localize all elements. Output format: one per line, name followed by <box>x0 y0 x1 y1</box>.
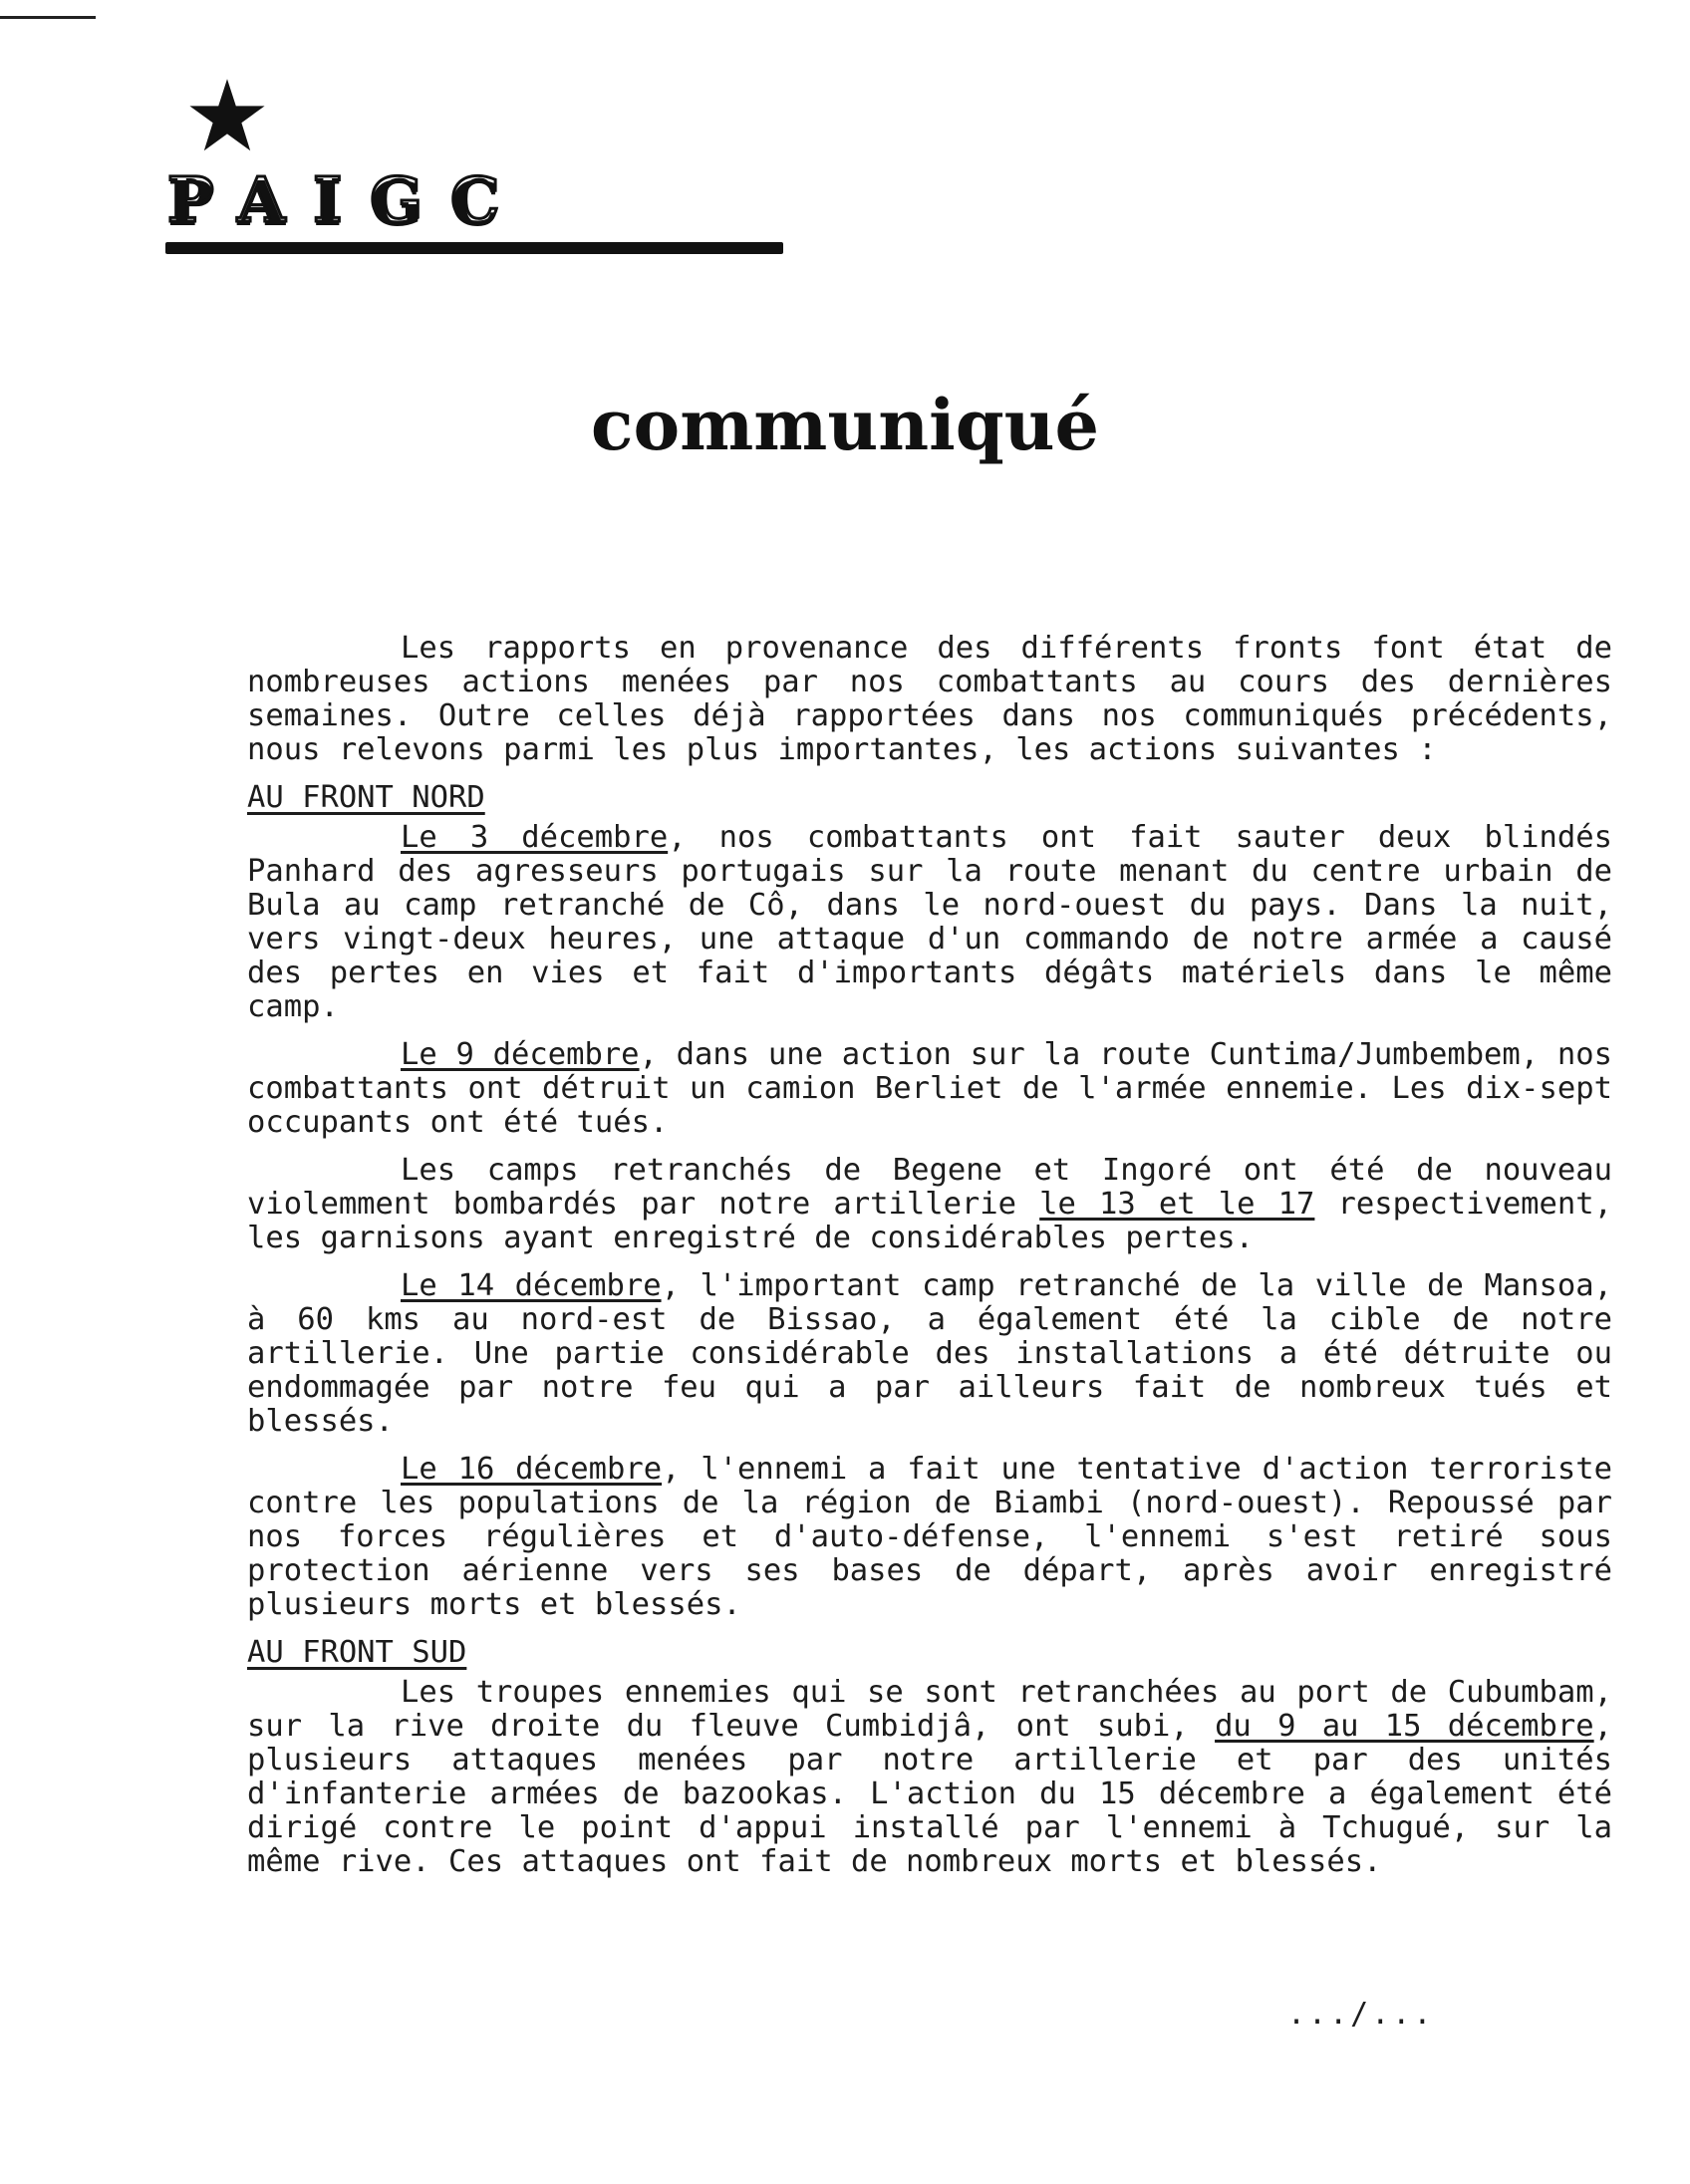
date-underlined: Le 14 décembre <box>401 1268 662 1303</box>
document-body <box>247 632 1612 1879</box>
date-underlined: le 13 et le 17 <box>1039 1187 1315 1222</box>
document-title: communiqué <box>590 384 1100 466</box>
intro-paragraph: Les rapports en provenance des différents fronts font état de nombreuses actions menées par nos combattants au cours des dernières semaines. Outre celles déjà rapportées dans nos communiqués précédents, nous relevons parmi les plus importantes, les actions suivantes : <box>247 631 1612 767</box>
paragraph-nord-4 <box>247 1269 1612 1439</box>
date-underlined: Le 3 décembre <box>401 820 669 855</box>
party-logo: PAIGC <box>167 163 528 236</box>
section-heading-front-sud: AU FRONT SUD <box>247 1635 467 1670</box>
paragraph-text: , plusieurs attaques menées par notre artillerie et par des unités d'infanterie armées de bazookas. L'action du 15 décembre a également été dirigé contre le point d'appui installé par l'ennemi à Tchugué, sur la même rive. Ces attaques ont fait de nombreux morts et blessés. <box>247 1709 1613 1879</box>
star-icon <box>187 76 267 155</box>
paragraph-text: Les troupes ennemies qui se sont retranchées au port de Cubumbam, sur la rive droite du fleuve Cumbidjâ, ont subi, <box>247 1675 1612 1744</box>
paragraph-nord-3 <box>247 1154 1612 1255</box>
paragraph-text: respectivement, les garnisons ayant enregistré de considérables pertes. <box>247 1187 1612 1255</box>
paragraph-text: , dans une action sur la route Cuntima/Jumbembem, nos combattants ont détruit un camion Berliet de l'armée ennemie. Les dix-sept occupants ont été tués. <box>247 1037 1612 1140</box>
paragraph-text: , l'ennemi a fait une tentative d'action terroriste contre les populations de la région de Biambi (nord-ouest). Repoussé par nos forces régulières et d'auto-défense, l'ennemi s'est retiré sous protection aérienne vers ses bases de départ, après avoir enregistré plusieurs morts et blessés. <box>247 1452 1612 1622</box>
date-underlined: Le 16 décembre <box>401 1452 663 1487</box>
date-underlined: du 9 au 15 décembre <box>1215 1709 1594 1744</box>
paragraph-nord-5 <box>247 1453 1612 1622</box>
section-heading-front-nord: AU FRONT NORD <box>247 780 485 815</box>
date-underlined: Le 9 décembre <box>401 1037 640 1072</box>
logo-underline <box>165 242 783 254</box>
paragraph-sud-1 <box>247 1676 1612 1879</box>
continuation-mark: .../... <box>1287 1997 1435 2032</box>
paragraph-nord-1 <box>247 821 1612 1024</box>
paragraph-nord-2 <box>247 1038 1612 1140</box>
paragraph-text: , l'important camp retranché de la ville de Mansoa, à 60 kms au nord-est de Bissao, a également été la cible de notre artillerie. Une partie considérable des installations a été détruite ou endommagée par notre feu qui a par ailleurs fait de nombreux tués et blessés. <box>247 1268 1612 1439</box>
paragraph-text: , nos combattants ont fait sauter deux blindés Panhard des agresseurs portugais sur la route menant du centre urbain de Bula au camp retranché de Cô, dans le nord-ouest du pays. Dans la nuit, vers vingt-deux heures, une attaque d'un commando de notre armée a causé des pertes en vies et fait d'importants dégâts matériels dans le même camp. <box>247 820 1612 1024</box>
paragraph-text: Les camps retranchés de Begene et Ingoré ont été de nouveau violemment bombardés par notre artillerie <box>247 1153 1612 1222</box>
scan-mark <box>0 16 96 19</box>
